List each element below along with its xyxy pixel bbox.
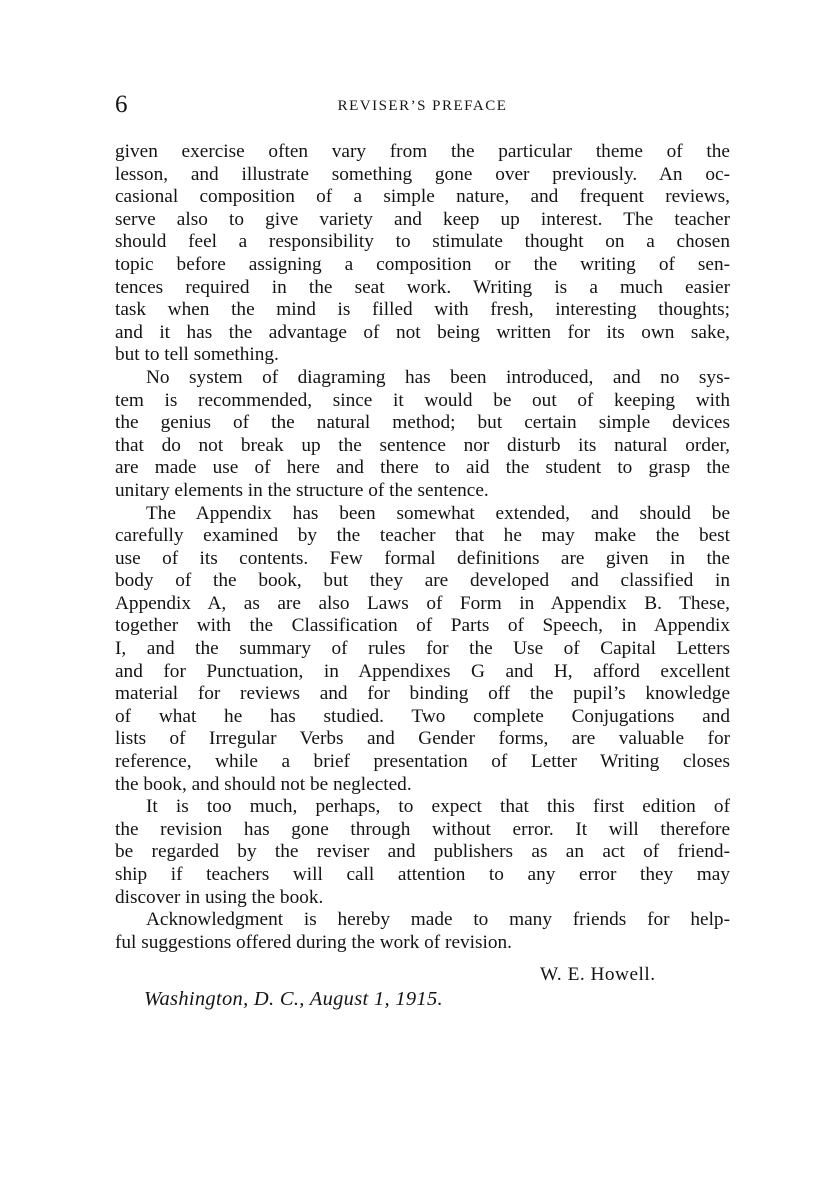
text-line: that do not break up the sentence nor disturb its natural order, (115, 434, 730, 456)
text-line: and it has the advantage of not being written for its own sake, (115, 321, 730, 343)
text-line: ful suggestions offered during the work of revision. (115, 931, 512, 953)
page-number: 6 (115, 91, 128, 118)
text-line: serve also to give variety and keep up interest. The teacher (115, 208, 730, 230)
paragraph-start-line: Acknowledgment is hereby made to many friends for help- (146, 909, 730, 931)
text-line: the genius of the natural method; but certain simple devices (115, 412, 730, 434)
text-line: reference, while a brief presentation of Letter Writing closes (115, 751, 730, 773)
text-line: of what he has studied. Two complete Conjugations and (115, 705, 730, 727)
paragraph-start-line: No system of diagraming has been introduced, and no sys- (146, 366, 730, 388)
text-line: I, and the summary of rules for the Use of Capital Letters (115, 638, 730, 660)
paragraph-start-line: The Appendix has been somewhat extended, and should be (146, 502, 730, 524)
text-line: body of the book, but they are developed and classified in (115, 570, 730, 592)
text-line: are made use of here and there to aid the student to grasp the (115, 457, 730, 479)
text-line: unitary elements in the structure of the sentence. (115, 479, 489, 501)
text-line: ship if teachers will call attention to any error they may (115, 864, 730, 885)
text-line: topic before assigning a composition or the writing of sen- (115, 253, 730, 275)
text-line: together with the Classification of Parts of Speech, in Appendix (115, 615, 730, 637)
text-line: tem is recommended, since it would be out of keeping with (115, 389, 730, 411)
text-line: casional composition of a simple nature, and frequent reviews, (115, 186, 730, 208)
text-line: discover in using the book. (115, 886, 324, 908)
text-line: be regarded by the reviser and publishers as an act of friend- (115, 841, 730, 863)
text-line: but to tell something. (115, 344, 279, 366)
text-line: and for Punctuation, in Appendixes G and H, afford excellent (115, 660, 730, 682)
text-line: given exercise often vary from the particular theme of the (115, 141, 730, 162)
text-line: lesson, and illustrate something gone over previously. An oc- (115, 163, 730, 185)
text-line: lists of Irregular Verbs and Gender forms, are valuable for (115, 728, 730, 750)
text-line: should feel a responsibility to stimulate thought on a chosen (115, 231, 730, 253)
running-head: REVISER’S PREFACE (337, 98, 508, 114)
text-line: the book, and should not be neglected. (115, 773, 412, 795)
signature: W. E. Howell. (540, 964, 656, 985)
text-line: task when the mind is filled with fresh, interesting thoughts; (115, 299, 730, 321)
text-line: Appendix A, as are also Laws of Form in Appendix B. These, (115, 592, 730, 614)
paragraph-start-line: It is too much, perhaps, to expect that this first edition of (146, 796, 730, 818)
text-line: material for reviews and for binding off the pupil’s knowledge (115, 683, 730, 705)
page-header (115, 90, 730, 124)
text-line: use of its contents. Few formal definitions are given in the (115, 547, 730, 569)
dateline: Washington, D. C., August 1, 1915. (144, 988, 443, 1010)
text-line: carefully examined by the teacher that he may make the best (115, 525, 730, 547)
text-line: the revision has gone through without error. It will therefore (115, 818, 730, 840)
text-line: tences required in the seat work. Writing is a much easier (115, 276, 730, 298)
preface-body (115, 141, 730, 954)
